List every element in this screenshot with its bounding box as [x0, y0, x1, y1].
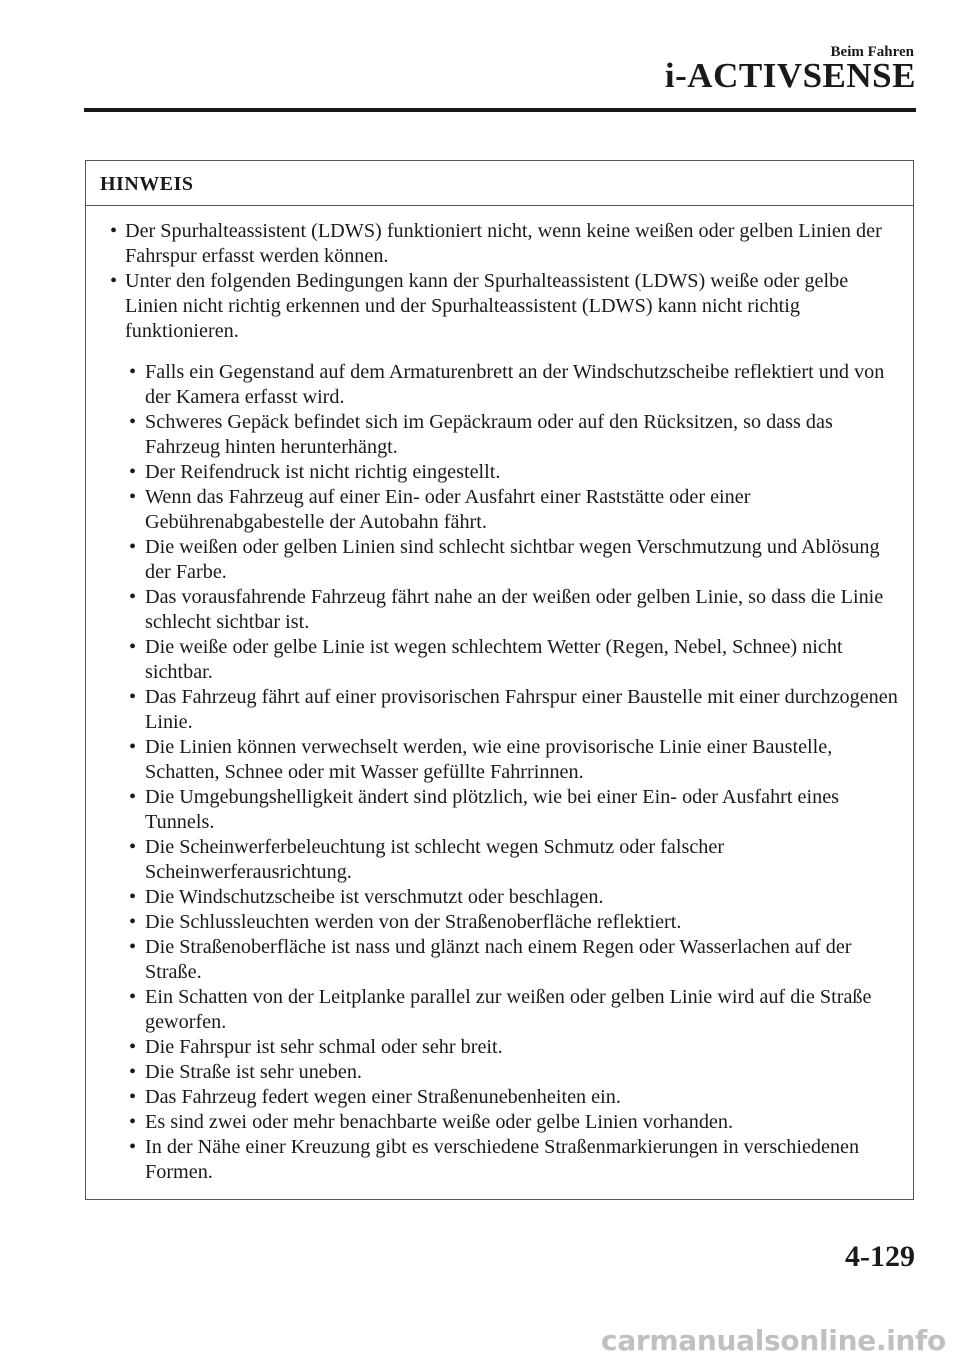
bullet-icon: •: [129, 1061, 137, 1083]
bullet-icon: •: [129, 886, 137, 908]
bullet-icon: •: [129, 1136, 137, 1158]
sub-list-item: [86, 835, 913, 885]
bullet-icon: •: [129, 486, 137, 508]
bullet-icon: •: [129, 836, 137, 858]
sub-list-item-text: Wenn das Fahrzeug auf einer Ein- oder Ausfahrt einer Raststätte oder einer Gebührenabgabestelle der Autobahn fährt.: [145, 486, 751, 533]
note-body: [86, 206, 913, 1185]
sub-list-item-text: Die Straße ist sehr uneben.: [145, 1061, 362, 1083]
sub-list-item: [86, 1110, 913, 1135]
condition-list: [86, 360, 913, 1185]
sub-list-item-text: Schweres Gepäck befindet sich im Gepäckraum oder auf den Rücksitzen, so dass das Fahrzeug hinten herunterhängt.: [145, 411, 833, 458]
sub-list-item: [86, 735, 913, 785]
sub-list-item: [86, 360, 913, 410]
sub-list-item-text: Das Fahrzeug fährt auf einer provisorischen Fahrspur einer Baustelle mit einer durchzogenen Linie.: [145, 686, 898, 733]
note-heading: HINWEIS: [86, 161, 913, 206]
sub-list-item: [86, 885, 913, 910]
bullet-icon: •: [110, 220, 118, 242]
bullet-icon: •: [129, 586, 137, 608]
sub-list-item: [86, 1035, 913, 1060]
sub-list-item: [86, 535, 913, 585]
sub-list-item-text: Die Scheinwerferbeleuchtung ist schlecht wegen Schmutz oder falscher Scheinwerferausrichtung.: [145, 836, 725, 883]
page-title: i-ACTIVSENSE: [664, 56, 916, 95]
sub-list-item: [86, 985, 913, 1035]
sub-list-item: [86, 685, 913, 735]
note-box: [85, 160, 914, 1200]
list-item: [86, 219, 913, 269]
sub-list-item-text: Das Fahrzeug federt wegen einer Straßenunebenheiten ein.: [145, 1086, 621, 1108]
bullet-icon: •: [110, 270, 118, 292]
bullet-icon: •: [129, 911, 137, 933]
list-item: [86, 269, 913, 344]
bullet-icon: •: [129, 411, 137, 433]
bullet-icon: •: [129, 636, 137, 658]
bullet-icon: •: [129, 1036, 137, 1058]
bullet-icon: •: [129, 461, 137, 483]
sub-list-item-text: Es sind zwei oder mehr benachbarte weiße oder gelbe Linien vorhanden.: [145, 1111, 734, 1133]
sub-list-item-text: Die Schlussleuchten werden von der Straßenoberfläche reflektiert.: [145, 911, 682, 933]
sub-list-item: [86, 1085, 913, 1110]
sub-list-item-text: Die Windschutzscheibe ist verschmutzt oder beschlagen.: [145, 886, 604, 908]
bullet-icon: •: [129, 361, 137, 383]
sub-list-item-text: Ein Schatten von der Leitplanke parallel zur weißen oder gelben Linie wird auf die Straße geworfen.: [145, 986, 872, 1033]
watermark: carmanualsonline.info: [601, 1324, 946, 1357]
bullet-icon: •: [129, 686, 137, 708]
sub-list-item-text: Die Fahrspur ist sehr schmal oder sehr breit.: [145, 1036, 503, 1058]
list-item-text: Der Spurhalteassistent (LDWS) funktioniert nicht, wenn keine weißen oder gelben Linien der Fahrspur erfasst werden können.: [125, 220, 882, 267]
sub-list-item-text: Die Straßenoberfläche ist nass und glänzt nach einem Regen oder Wasserlachen auf der Straße.: [145, 936, 852, 983]
bullet-icon: •: [129, 536, 137, 558]
sub-list-item-text: Falls ein Gegenstand auf dem Armaturenbrett an der Windschutzscheibe reflektiert und von der Kamera erfasst wird.: [145, 361, 885, 408]
sub-list-item: [86, 785, 913, 835]
bullet-icon: •: [129, 1086, 137, 1108]
sub-list-item: [86, 935, 913, 985]
list-item-text: Unter den folgenden Bedingungen kann der Spurhalteassistent (LDWS) weiße oder gelbe Linien nicht richtig erkennen und der Spurhalteassistent (LDWS) kann nicht richtig funktionieren.: [125, 270, 849, 342]
bullet-icon: •: [129, 1111, 137, 1133]
sub-list-item-text: In der Nähe einer Kreuzung gibt es verschiedene Straßenmarkierungen in verschiedenen Formen.: [145, 1136, 860, 1183]
sub-list-item: [86, 1135, 913, 1185]
sub-list-item-text: Das vorausfahrende Fahrzeug fährt nahe an der weißen oder gelben Linie, so dass die Linie schlecht sichtbar ist.: [145, 586, 884, 633]
section-label: Beim Fahren: [830, 44, 914, 60]
sub-list-item: [86, 485, 913, 535]
sub-list-item: [86, 635, 913, 685]
sub-list-item-text: Der Reifendruck ist nicht richtig eingestellt.: [145, 461, 501, 483]
sub-list-item: [86, 460, 913, 485]
sub-list-item-text: Die Umgebungshelligkeit ändert sind plötzlich, wie bei einer Ein- oder Ausfahrt eines Tunnels.: [145, 786, 840, 833]
page-number: 4-129: [845, 1240, 915, 1273]
bullet-icon: •: [129, 936, 137, 958]
sub-list-item: [86, 1060, 913, 1085]
sub-list-item-text: Die Linien können verwechselt werden, wie eine provisorische Linie einer Baustelle, Schatten, Schnee oder mit Wasser gefüllte Fahrrinnen.: [145, 736, 833, 783]
bullet-icon: •: [129, 786, 137, 808]
header-divider: [84, 108, 916, 112]
sub-list-item-text: Die weiße oder gelbe Linie ist wegen schlechtem Wetter (Regen, Nebel, Schnee) nicht sichtbar.: [145, 636, 843, 683]
sub-list-item: [86, 585, 913, 635]
bullet-icon: •: [129, 736, 137, 758]
sub-list-item: [86, 410, 913, 460]
sub-list-item-text: Die weißen oder gelben Linien sind schlecht sichtbar wegen Verschmutzung und Ablösung der Farbe.: [145, 536, 880, 583]
bullet-icon: •: [129, 986, 137, 1008]
sub-list-item: [86, 910, 913, 935]
